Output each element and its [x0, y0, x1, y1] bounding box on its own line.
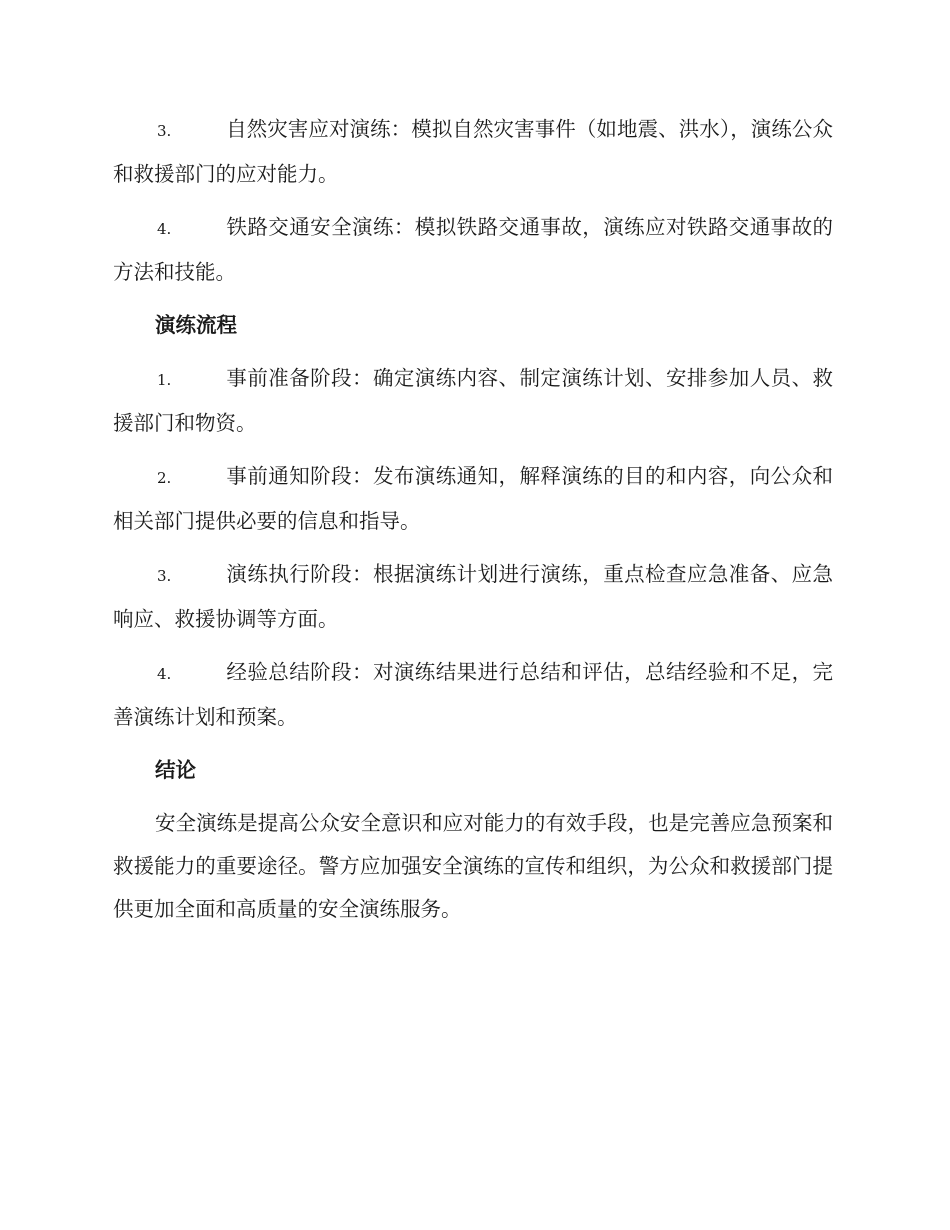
list-item-text: 事前通知阶段：发布演练通知，解释演练的目的和内容，向公众和相关部门提供必要的信息和指导。 — [113, 464, 833, 533]
section-heading-process: 演练流程 — [155, 313, 237, 337]
list-item — [113, 357, 833, 445]
document-page — [113, 108, 833, 931]
list-item — [113, 553, 833, 641]
list-item — [113, 108, 833, 196]
list-number: 2. — [157, 469, 172, 487]
list-number: 1. — [157, 371, 172, 389]
list-item — [113, 651, 833, 739]
list-number: 4. — [157, 220, 172, 238]
list-item-text: 经验总结阶段：对演练结果进行总结和评估，总结经验和不足，完善演练计划和预案。 — [113, 660, 833, 729]
list-item — [113, 206, 833, 294]
list-item — [113, 455, 833, 543]
list-item-text: 演练执行阶段：根据演练计划进行演练，重点检查应急准备、应急响应、救援协调等方面。 — [113, 562, 833, 631]
section-heading-conclusion: 结论 — [155, 758, 196, 782]
conclusion-paragraph: 安全演练是提高公众安全意识和应对能力的有效手段，也是完善应急预案和救援能力的重要途径。警方应加强安全演练的宣传和组织，为公众和救援部门提供更加全面和高质量的安全演练服务。 — [113, 811, 833, 921]
list-item-text: 自然灾害应对演练：模拟自然灾害事件（如地震、洪水），演练公众和救援部门的应对能力。 — [113, 117, 833, 186]
list-number: 3. — [157, 122, 172, 140]
list-number: 4. — [157, 665, 172, 683]
list-item-text: 事前准备阶段：确定演练内容、制定演练计划、安排参加人员、救援部门和物资。 — [113, 366, 833, 435]
list-number: 3. — [157, 567, 172, 585]
list-item-text: 铁路交通安全演练：模拟铁路交通事故，演练应对铁路交通事故的方法和技能。 — [113, 215, 833, 284]
